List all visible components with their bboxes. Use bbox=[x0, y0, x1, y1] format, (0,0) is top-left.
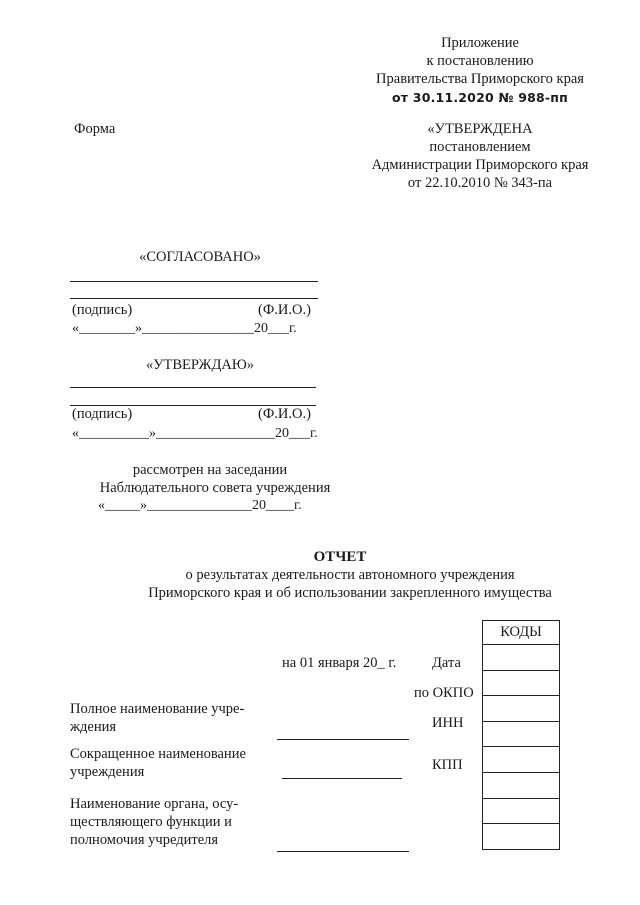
confirm-date-line: «__________»_________________20___г. bbox=[72, 426, 318, 441]
approved-line-4: от 22.10.2010 № 343-па bbox=[407, 175, 553, 191]
report-title: ОТЧЕТ bbox=[313, 549, 367, 565]
field-founder-line-1: Наименование органа, осу- bbox=[70, 796, 239, 812]
confirm-title: «УТВЕРЖДАЮ» bbox=[146, 357, 254, 373]
council-date-line: «_____»_______________20____г. bbox=[98, 498, 302, 513]
code-cell-extra-2[interactable] bbox=[483, 772, 560, 798]
agreed-name-label: (Ф.И.О.) bbox=[258, 302, 311, 318]
report-subtitle-2: Приморского края и об использовании закрепленного имущества bbox=[148, 585, 552, 601]
field-short-name-line-2: учреждения bbox=[70, 764, 145, 780]
field-full-name-input-line[interactable] bbox=[277, 739, 409, 740]
field-short-name-line-1: Сокращенное наименование bbox=[70, 746, 246, 762]
code-cell-extra-3[interactable] bbox=[483, 798, 560, 824]
codes-header: КОДЫ bbox=[483, 621, 560, 645]
agreed-title: «СОГЛАСОВАНО» bbox=[139, 249, 261, 265]
code-cell-extra-4[interactable] bbox=[483, 824, 560, 850]
approved-line-3: Администрации Приморского края bbox=[371, 157, 589, 173]
council-line-1: рассмотрен на заседании bbox=[132, 462, 288, 478]
code-cell-extra-1[interactable] bbox=[483, 747, 560, 773]
field-full-name-line-2: ждения bbox=[70, 719, 117, 735]
appendix-line-1: Приложение bbox=[441, 35, 519, 51]
code-label-inn: ИНН bbox=[432, 715, 464, 731]
approved-line-2: постановлением bbox=[429, 139, 531, 155]
code-label-date: Дата bbox=[432, 655, 461, 671]
approved-line-1: «УТВЕРЖДЕНА bbox=[427, 121, 533, 137]
confirm-name-label: (Ф.И.О.) bbox=[258, 406, 311, 422]
agreed-line-2 bbox=[70, 298, 318, 299]
appendix-line-4: от 30.11.2020 № 988-пп bbox=[392, 90, 568, 105]
appendix-line-2: к постановлению bbox=[426, 53, 534, 69]
field-short-name-input-line[interactable] bbox=[282, 778, 402, 779]
code-cell-date[interactable] bbox=[483, 645, 560, 671]
code-label-kpp: КПП bbox=[432, 757, 463, 773]
code-cell-inn[interactable] bbox=[483, 696, 560, 722]
agreed-line-1 bbox=[70, 281, 318, 282]
form-label: Форма bbox=[74, 121, 116, 137]
field-full-name-line-1: Полное наименование учре- bbox=[70, 701, 245, 717]
field-founder-line-2: ществляющего функции и bbox=[70, 814, 232, 830]
council-line-2: Наблюдательного совета учреждения bbox=[99, 480, 331, 496]
codes-table bbox=[482, 620, 560, 850]
appendix-line-3: Правительства Приморского края bbox=[376, 71, 584, 87]
confirm-signature-label: (подпись) bbox=[72, 406, 133, 422]
report-subtitle-1: о результатах деятельности автономного учреждения bbox=[185, 567, 515, 583]
code-label-okpo: по ОКПО bbox=[414, 685, 474, 701]
agreed-date-line: «________»________________20___г. bbox=[72, 321, 297, 336]
agreed-signature-label: (подпись) bbox=[72, 302, 133, 318]
field-founder-line-3: полномочия учредителя bbox=[70, 832, 219, 848]
field-founder-input-line[interactable] bbox=[277, 851, 409, 852]
code-cell-okpo[interactable] bbox=[483, 670, 560, 696]
confirm-line-1 bbox=[70, 387, 316, 388]
code-cell-kpp[interactable] bbox=[483, 721, 560, 747]
report-date-field: на 01 января 20_ г. bbox=[282, 655, 397, 671]
